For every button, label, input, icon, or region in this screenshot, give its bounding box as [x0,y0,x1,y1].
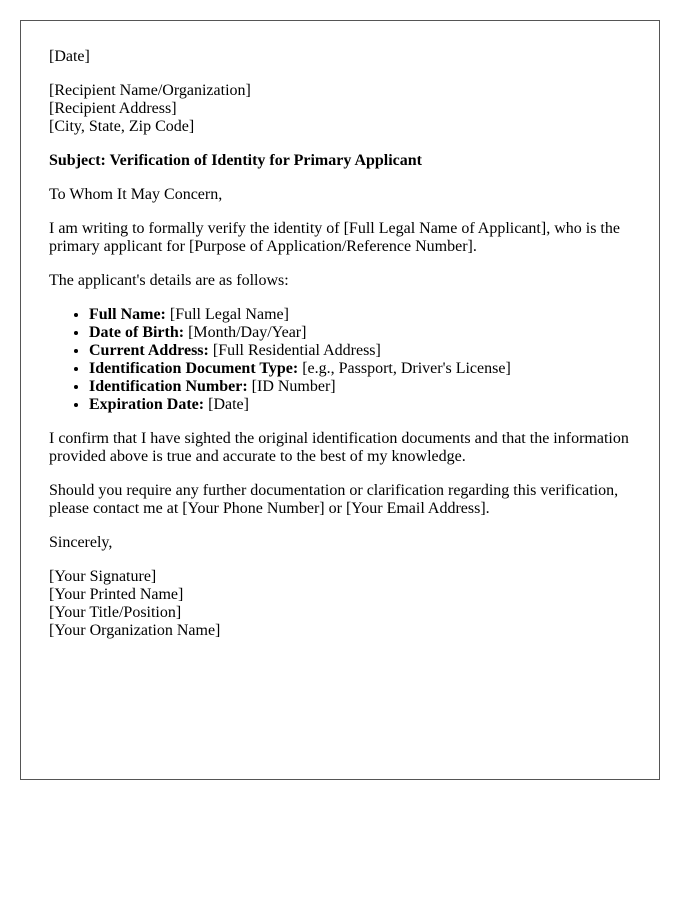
detail-item-id-number [89,378,631,396]
confirmation-paragraph [49,430,631,466]
detail-value: [Month/Day/Year] [184,324,307,341]
recipient-address: [Recipient Address] [49,100,177,117]
organization-name: [Your Organization Name] [49,622,221,639]
date-line [49,48,631,66]
confirmation-line: I confirm that I have sighted the original identification documents and that the information [49,430,629,447]
recipient-name: [Recipient Name/Organization] [49,82,251,99]
recipient-city: [City, State, Zip Code] [49,118,195,135]
detail-item-expiration-date [89,396,631,414]
salutation: To Whom It May Concern, [49,186,223,203]
detail-value: [Full Residential Address] [208,342,381,359]
detail-label: Identification Document Type: [89,360,299,377]
signature-block [49,568,631,640]
title-position: [Your Title/Position] [49,604,182,621]
detail-value: [e.g., Passport, Driver's License] [298,360,511,377]
detail-label: Date of Birth: [89,324,185,341]
detail-label: Current Address: [89,342,209,359]
contact-paragraph [49,482,631,518]
details-intro: The applicant's details are as follows: [49,272,289,289]
detail-value: [Date] [204,396,249,413]
recipient-block [49,82,631,136]
detail-label: Full Name: [89,306,166,323]
intro-line: primary applicant for [Purpose of Application/Reference Number]. [49,238,477,255]
contact-line: please contact me at [Your Phone Number] or [Your Email Address]. [49,500,490,517]
subject-line: Subject: Verification of Identity for Primary Applicant [49,152,423,169]
confirmation-line: provided above is true and accurate to the best of my knowledge. [49,448,466,465]
detail-value: [Full Legal Name] [165,306,289,323]
intro-paragraph [49,220,631,256]
detail-item-id-document-type [89,360,631,378]
detail-item-current-address [89,342,631,360]
details-list [49,306,631,414]
intro-line: I am writing to formally verify the identity of [Full Legal Name of Applicant], who is the [49,220,620,237]
contact-line: Should you require any further documentation or clarification regarding this verification, [49,482,619,499]
letter-page [20,20,660,780]
closing: Sincerely, [49,534,113,551]
detail-value: [ID Number] [247,378,336,395]
date: [Date] [49,48,90,65]
printed-name: [Your Printed Name] [49,586,184,603]
signature: [Your Signature] [49,568,157,585]
detail-item-full-name [89,306,631,324]
detail-label: Expiration Date: [89,396,205,413]
detail-item-date-of-birth [89,324,631,342]
detail-label: Identification Number: [89,378,248,395]
